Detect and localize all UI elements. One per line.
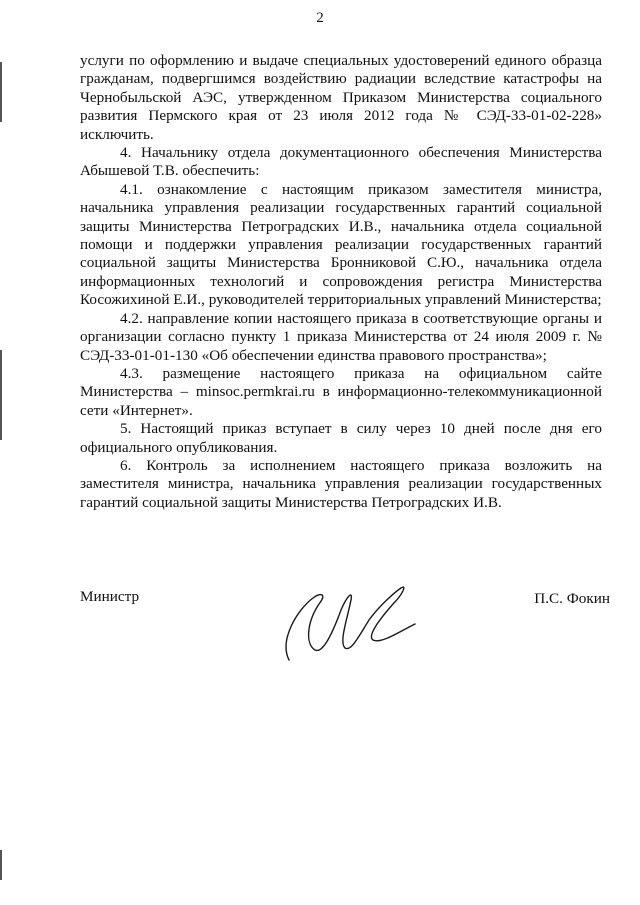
document-body [80, 52, 602, 512]
paragraph-item-5: 5. Настоящий приказ вступает в силу через 10 дней после дня его официального опубликования. [80, 420, 602, 456]
paragraph-item-4-3: 4.3. размещение настоящего приказа на официальном сайте Министерства – minsoc.permkrai.ru в информационно-телекоммуникационной сети «Интернет». [80, 364, 602, 419]
signature-block [80, 588, 610, 668]
scan-mark [0, 850, 2, 880]
paragraph-continuation: услуги по оформлению и выдаче специальных удостоверений единого образца гражданам, подвергшимся воздействию радиации вследствие катастрофы на Чернобыльской АЭС, утвержденном Приказом Министерства социального развития Пермского края от 23 июля 2012 года № СЭД-33-01-02-228» исключить. [80, 52, 602, 143]
paragraph-item-6: 6. Контроль за исполнением настоящего приказа возложить на заместителя министра, начальника управления реализации государственных гарантий социальной защиты Министерства Петроградских И.В. [80, 456, 602, 511]
page-number: 2 [316, 10, 324, 26]
scan-mark [0, 350, 2, 440]
signer-name: П.С. Фокин [534, 590, 610, 607]
paragraph-item-4-2: 4.2. направление копии настоящего приказа в соответствующие органы и организации согласно пункту 1 приказа Министерства от 24 июля 2009 г. № СЭД-33-01-01-130 «Об обеспечении единства правового пространства»; [80, 309, 602, 364]
paragraph-item-4-1: 4.1. ознакомление с настоящим приказом заместителя министра, начальника управления реализации государственных гарантий социальной защиты Министерства Петроградских И.В., начальника отдела социальной помощи и поддержки управления реализации государственных гарантий социальной защиты Министерства Бронниковой С.Ю., начальника отдела информационных технологий и сопровождения регистра Министерства Косожихиной Е.И., руководителей территориальных управлений Министерства; [80, 180, 602, 309]
paragraph-item-4: 4. Начальнику отдела документационного обеспечения Министерства Абышевой Т.В. обеспечить: [80, 144, 602, 180]
signer-role: Министр [80, 588, 140, 605]
handwritten-signature [275, 580, 425, 662]
scan-mark [0, 62, 2, 122]
